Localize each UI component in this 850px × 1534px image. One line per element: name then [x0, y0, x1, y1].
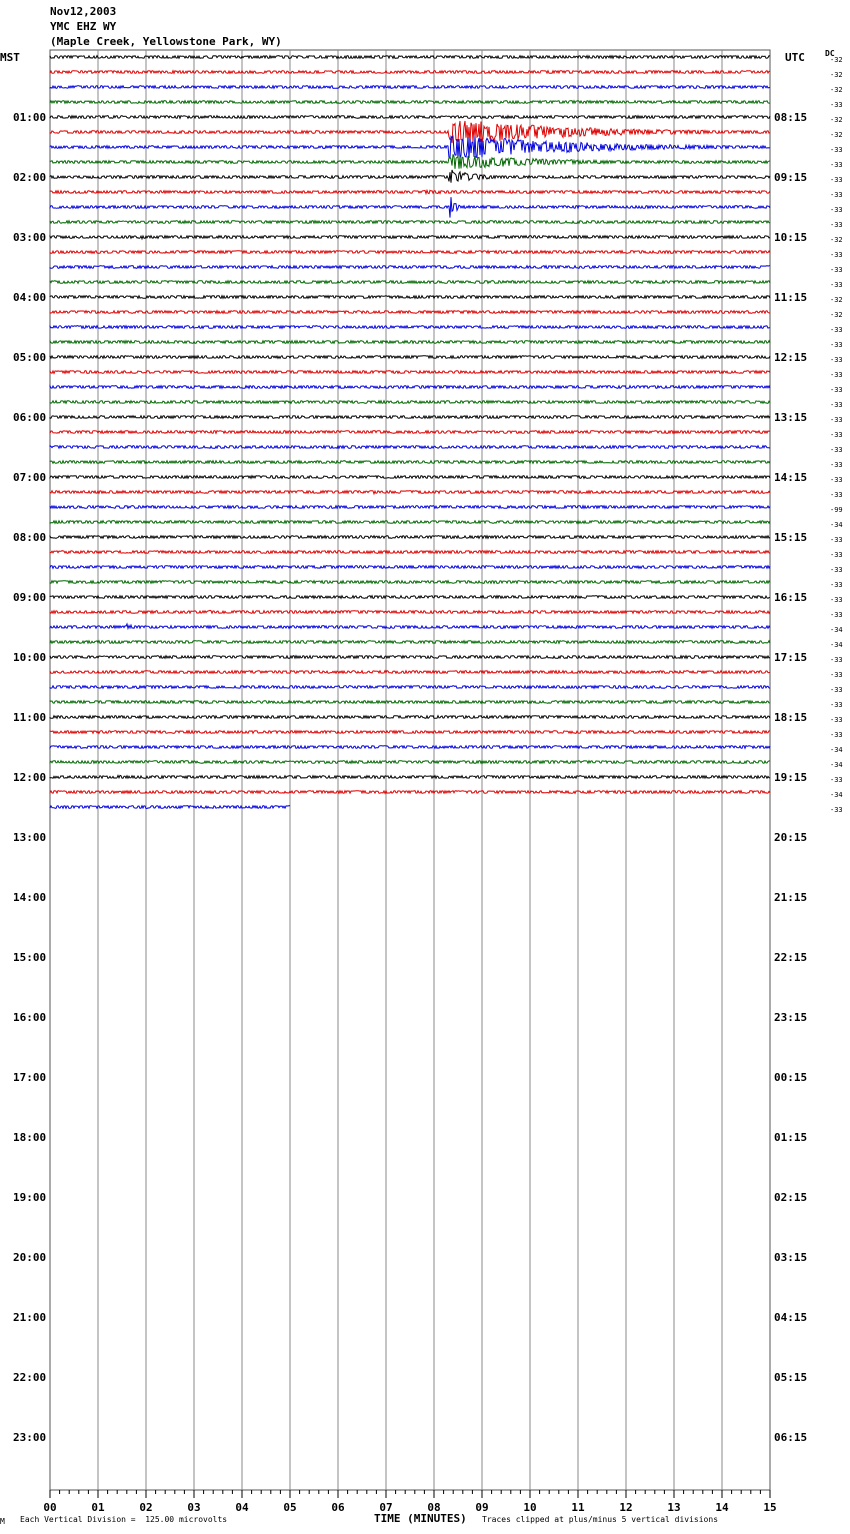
dc-offset-label: -33	[830, 251, 843, 259]
seismic-trace	[50, 71, 770, 74]
mst-label: MST	[0, 51, 20, 64]
dc-offset-label: -32	[830, 71, 843, 79]
dc-offset-label: -33	[830, 206, 843, 214]
seismic-trace	[50, 190, 770, 193]
seismic-trace	[50, 671, 770, 674]
dc-offset-label: -33	[830, 326, 843, 334]
seismic-trace	[50, 686, 770, 689]
x-tick-label: 04	[235, 1501, 249, 1514]
dc-offset-label: -33	[830, 431, 843, 439]
utc-hour-label: 06:15	[774, 1431, 808, 1444]
seismic-trace	[50, 121, 770, 143]
utc-hour-label: 08:15	[774, 111, 808, 124]
seismic-trace	[50, 56, 770, 59]
seismic-trace	[50, 386, 770, 389]
seismic-trace	[50, 775, 770, 778]
seismic-trace	[50, 610, 770, 613]
seismic-trace	[50, 326, 770, 329]
seismic-trace	[50, 281, 770, 284]
dc-offset-label: -33	[830, 161, 843, 169]
seismic-trace	[50, 806, 290, 809]
x-tick-label: 14	[715, 1501, 729, 1514]
dc-offset-label: -33	[830, 716, 843, 724]
seismic-trace	[50, 116, 770, 119]
dc-offset-label: -33	[830, 596, 843, 604]
seismic-trace	[50, 197, 770, 218]
dc-offset-label: -33	[830, 776, 843, 784]
utc-hour-label: 17:15	[774, 651, 808, 664]
dc-offset-label: -34	[830, 761, 843, 769]
seismic-trace	[50, 341, 770, 344]
dc-offset-label: -33	[830, 551, 843, 559]
x-tick-label: 09	[475, 1501, 489, 1514]
dc-offset-label: -33	[830, 461, 843, 469]
dc-offset-label: -33	[830, 416, 843, 424]
dc-offset-label: -33	[830, 581, 843, 589]
mst-hour-label: 19:00	[13, 1191, 47, 1204]
seismic-trace	[50, 251, 770, 254]
dc-offset-label: -32	[830, 296, 843, 304]
dc-offset-label: -33	[830, 491, 843, 499]
dc-offset-label: -34	[830, 641, 843, 649]
chart-date: Nov12,2003	[50, 5, 117, 18]
mst-hour-label: 02:00	[13, 171, 47, 184]
dc-offset-label: -34	[830, 521, 843, 529]
mst-hour-label: 11:00	[13, 711, 47, 724]
x-tick-label: 05	[283, 1501, 297, 1514]
dc-offset-label: -32	[830, 131, 843, 139]
dc-offset-label: -34	[830, 746, 843, 754]
seismic-trace	[50, 761, 770, 764]
seismic-trace	[50, 521, 770, 524]
dc-offset-label: -33	[830, 476, 843, 484]
utc-hour-label: 13:15	[774, 411, 808, 424]
seismic-trace	[50, 536, 770, 539]
seismic-trace	[50, 624, 770, 629]
mst-hour-label: 14:00	[13, 891, 47, 904]
dc-offset-label: -33	[830, 386, 843, 394]
dc-offset-label: -32	[830, 116, 843, 124]
dc-offset-label: -33	[830, 146, 843, 154]
dc-offset-label: -33	[830, 356, 843, 364]
dc-offset-label: -33	[830, 686, 843, 694]
dc-label: DC	[825, 49, 835, 58]
seismic-trace	[50, 170, 770, 183]
seismic-trace	[50, 101, 770, 104]
utc-label: UTC	[785, 51, 805, 64]
x-tick-label: 00	[43, 1501, 57, 1514]
seismic-trace	[50, 731, 770, 734]
seismic-trace	[50, 431, 770, 434]
x-tick-label: 01	[91, 1501, 105, 1514]
seismic-trace	[50, 221, 770, 224]
mst-hour-label: 13:00	[13, 831, 47, 844]
seismic-trace	[50, 551, 770, 554]
dc-offset-label: -33	[830, 806, 843, 814]
mst-hour-label: 05:00	[13, 351, 47, 364]
dc-offset-label: -32	[830, 311, 843, 319]
seismic-trace	[50, 371, 770, 374]
seismic-trace	[50, 416, 770, 419]
seismic-trace	[50, 296, 770, 299]
dc-offset-label: -33	[830, 701, 843, 709]
utc-hour-label: 16:15	[774, 591, 808, 604]
utc-hour-label: 02:15	[774, 1191, 808, 1204]
seismic-trace	[50, 236, 770, 239]
x-tick-label: 07	[379, 1501, 393, 1514]
mst-hour-label: 18:00	[13, 1131, 47, 1144]
x-tick-label: 15	[763, 1501, 777, 1514]
utc-hour-label: 22:15	[774, 951, 808, 964]
dc-offset-label: -33	[830, 656, 843, 664]
utc-hour-label: 03:15	[774, 1251, 808, 1264]
seismic-trace	[50, 716, 770, 719]
x-tick-label: 02	[139, 1501, 153, 1514]
dc-offset-label: -33	[830, 101, 843, 109]
seismic-trace	[50, 506, 770, 509]
scale-note: Each Vertical Division = 125.00 microvolts	[20, 1515, 228, 1524]
mst-hour-label: 08:00	[13, 531, 47, 544]
mst-hour-label: 16:00	[13, 1011, 47, 1024]
x-tick-label: 12	[619, 1501, 633, 1514]
x-tick-label: 10	[523, 1501, 537, 1514]
seismic-trace	[50, 476, 770, 479]
station-location: (Maple Creek, Yellowstone Park, WY)	[50, 35, 282, 48]
seismic-trace	[50, 446, 770, 449]
dc-offset-label: -33	[830, 566, 843, 574]
mst-hour-label: 03:00	[13, 231, 47, 244]
utc-hour-label: 05:15	[774, 1371, 808, 1384]
utc-hour-label: 12:15	[774, 351, 808, 364]
x-tick-label: 08	[427, 1501, 441, 1514]
mst-hour-label: 01:00	[13, 111, 47, 124]
utc-hour-label: 09:15	[774, 171, 808, 184]
dc-offset-label: -33	[830, 611, 843, 619]
seismic-trace	[50, 136, 770, 158]
utc-hour-label: 21:15	[774, 891, 808, 904]
seismic-trace	[50, 596, 770, 599]
dc-offset-label: -33	[830, 536, 843, 544]
dc-offset-label: -32	[830, 86, 843, 94]
x-axis-label: TIME (MINUTES)	[374, 1512, 467, 1525]
seismic-trace	[50, 311, 770, 314]
dc-offset-label: -33	[830, 401, 843, 409]
dc-offset-label: -32	[830, 236, 843, 244]
utc-hour-label: 23:15	[774, 1011, 808, 1024]
dc-offset-label: -33	[830, 176, 843, 184]
mst-hour-label: 21:00	[13, 1311, 47, 1324]
seismic-trace	[50, 641, 770, 644]
dc-offset-label: -34	[830, 626, 843, 634]
dc-offset-label: -33	[830, 191, 843, 199]
mst-hour-label: 12:00	[13, 771, 47, 784]
seismic-trace	[50, 701, 770, 704]
x-tick-label: 06	[331, 1501, 345, 1514]
x-tick-label: 13	[667, 1501, 681, 1514]
utc-hour-label: 00:15	[774, 1071, 808, 1084]
seismic-trace	[50, 266, 770, 269]
utc-hour-label: 01:15	[774, 1131, 808, 1144]
seismic-trace	[50, 461, 770, 464]
seismic-trace	[50, 356, 770, 359]
clip-note: Traces clipped at plus/minus 5 vertical divisions	[482, 1515, 719, 1524]
mst-hour-label: 15:00	[13, 951, 47, 964]
dc-offset-label: -33	[830, 731, 843, 739]
seismic-trace	[50, 491, 770, 494]
dc-offset-label: -33	[830, 221, 843, 229]
seismic-trace	[50, 746, 770, 749]
dc-offset-label: -33	[830, 671, 843, 679]
mst-hour-label: 06:00	[13, 411, 47, 424]
dc-offset-label: -32	[830, 56, 843, 64]
dc-offset-label: -33	[830, 281, 843, 289]
x-tick-label: 03	[187, 1501, 201, 1514]
mst-hour-label: 10:00	[13, 651, 47, 664]
seismic-trace	[50, 581, 770, 584]
dc-offset-label: -33	[830, 266, 843, 274]
utc-hour-label: 18:15	[774, 711, 808, 724]
seismic-trace	[50, 791, 770, 794]
mst-hour-label: 17:00	[13, 1071, 47, 1084]
station-code: YMC EHZ WY	[50, 20, 117, 33]
utc-hour-label: 11:15	[774, 291, 808, 304]
utc-hour-label: 10:15	[774, 231, 808, 244]
utc-hour-label: 14:15	[774, 471, 808, 484]
dc-offset-label: -33	[830, 371, 843, 379]
seismic-trace	[50, 566, 770, 569]
dc-offset-label: -34	[830, 791, 843, 799]
mst-hour-label: 20:00	[13, 1251, 47, 1264]
dc-offset-label: -99	[830, 506, 843, 514]
footer-mark: M	[0, 1517, 5, 1526]
utc-hour-label: 04:15	[774, 1311, 808, 1324]
mst-hour-label: 23:00	[13, 1431, 47, 1444]
dc-offset-label: -33	[830, 446, 843, 454]
seismic-trace	[50, 656, 770, 659]
mst-hour-label: 09:00	[13, 591, 47, 604]
utc-hour-label: 20:15	[774, 831, 808, 844]
mst-hour-label: 22:00	[13, 1371, 47, 1384]
seismic-trace	[50, 86, 770, 89]
x-tick-label: 11	[571, 1501, 585, 1514]
dc-offset-label: -33	[830, 341, 843, 349]
mst-hour-label: 04:00	[13, 291, 47, 304]
seismic-trace	[50, 401, 770, 404]
seismic-trace	[50, 154, 770, 169]
utc-hour-label: 19:15	[774, 771, 808, 784]
mst-hour-label: 07:00	[13, 471, 47, 484]
utc-hour-label: 15:15	[774, 531, 808, 544]
